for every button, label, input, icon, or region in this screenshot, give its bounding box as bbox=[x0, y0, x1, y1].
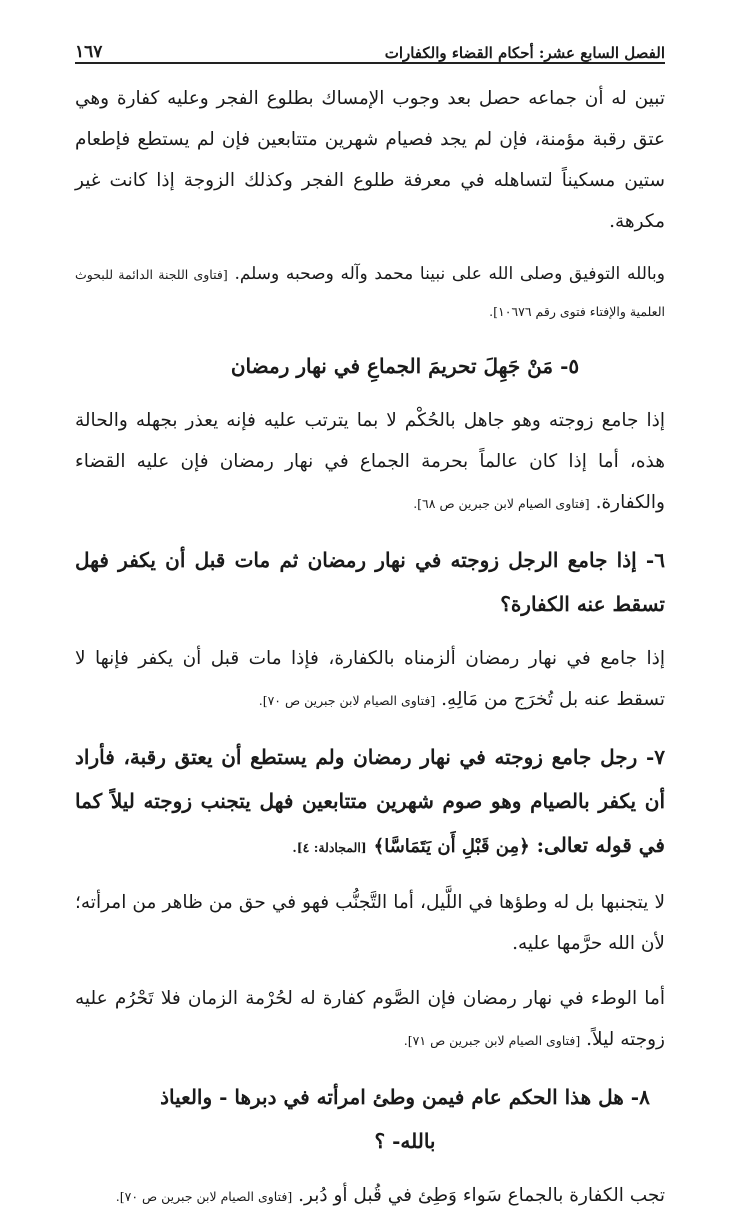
chapter-title: الفصل السابع عشر: أحكام القضاء والكفارات bbox=[384, 44, 665, 62]
answer-7-part-2-text: أما الوطء في نهار رمضان فإن الصَّوم كفارة له لحُرْمة الزمان فلا تَحْرُم عليه زوجته ليلاً. bbox=[75, 988, 665, 1050]
paragraph-1: تبين له أن جماعه حصل بعد وجوب الإمساك بطلوع الفجر وعليه كفارة وهي عتق رقبة مؤمنة، فإن لم يجد فصيام شهرين متتابعين فإن لم يستطع فإطعام ستين مسكيناً لتساهله في معرفة طلوع الفجر وكذلك الزوجة إذا كانت غير مكرهة. bbox=[75, 88, 665, 232]
fatwa-reference: [فتاوى اللجنة الدائمة للبحوث العلمية والإفتاء فتوى رقم ١٠٦٧٦]. bbox=[75, 267, 665, 319]
answer-6-text: إذا جامع في نهار رمضان ألزمناه بالكفارة، فإذا مات قبل أن يكفر فإنها لا تسقط عنه بل تُخرَج من مَالِهِ. bbox=[75, 648, 665, 710]
answer-6-reference: [فتاوى الصيام لابن جبرين ص ٧٠]. bbox=[258, 693, 436, 708]
ayah-reference: [المجادلة: ٤]. bbox=[292, 840, 367, 855]
question-8-heading: ٨- هل هذا الحكم عام فيمن وطئ امرأته في دبرها - والعياذ بالله- ؟ bbox=[160, 1085, 650, 1153]
book-page bbox=[75, 28, 665, 1231]
running-header bbox=[75, 28, 665, 64]
page-number: ١٦٧ bbox=[75, 42, 103, 62]
answer-7-part-2 bbox=[75, 978, 665, 1061]
answer-7-reference: [فتاوى الصيام لابن جبرين ص ٧١]. bbox=[403, 1033, 581, 1048]
question-6-heading: ٦- إذا جامع الرجل زوجته في نهار رمضان ثم مات قبل أن يكفر فهل تسقط عنه الكفارة؟ bbox=[75, 548, 665, 616]
answer-6 bbox=[75, 638, 665, 721]
answer-8-reference: [فتاوى الصيام لابن جبرين ص ٧٠]. bbox=[115, 1189, 293, 1204]
answer-8 bbox=[75, 1175, 665, 1217]
question-7-heading bbox=[75, 735, 665, 870]
answer-5-text: إذا جامع زوجته وهو جاهل بالحُكْم لا بما يترتب عليه فإنه يعذر بجهله والحالة هذه، أما إذا كان عالماً بحرمة الجماع في نهار رمضان فإن عليه القضاء والكفارة. bbox=[75, 410, 665, 513]
question-5-heading: ٥- مَنْ جَهِلَ تحريمَ الجماعِ في نهار رمضان bbox=[230, 354, 580, 378]
answer-5-reference: [فتاوى الصيام لابن جبرين ص ٦٨]. bbox=[413, 496, 590, 511]
quran-ayah: ﴿مِن قَبْلِ أَن يَتَمَاسَّا﴾ bbox=[373, 836, 530, 857]
answer-7-part-1: لا يتجنبها بل له وطؤها في اللَّيل، أما التَّجنُّب فهو في حق من ظاهر من امرأته؛ لأن الله حرَّمها عليه. bbox=[75, 892, 665, 954]
question-7-text: ٧- رجل جامع زوجته في نهار رمضان ولم يستطع أن يعتق رقبة، فأراد أن يكفر بالصيام وهو صوم شهرين متتابعين فهل يتجنب زوجته ليلاً كما في قوله تعالى: bbox=[75, 745, 665, 857]
answer-8-text: تجب الكفارة بالجماع سَواء وَطِئ في قُبل أو دُبر. bbox=[298, 1185, 665, 1206]
closing-prayer: وبالله التوفيق وصلى الله على نبينا محمد وآله وصحبه وسلم. bbox=[234, 264, 665, 284]
answer-5 bbox=[75, 400, 665, 524]
page-content bbox=[75, 64, 665, 1217]
paragraph-2 bbox=[75, 256, 665, 330]
